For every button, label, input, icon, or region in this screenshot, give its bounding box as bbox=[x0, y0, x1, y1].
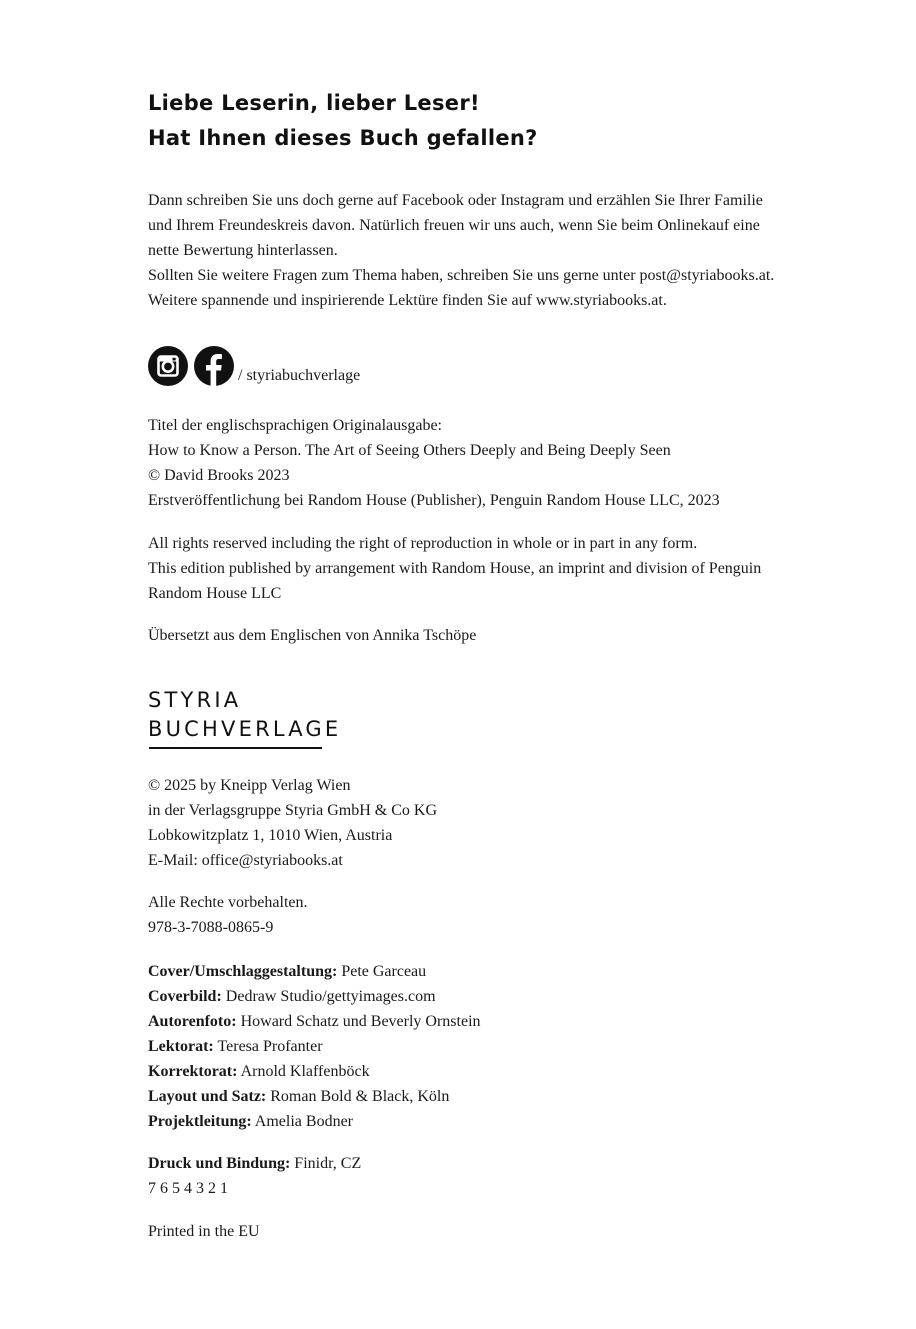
rights-notice bbox=[148, 531, 761, 606]
original-line: Erstveröffentlichung bei Random House (Publisher), Penguin Random House LLC, 2023 bbox=[148, 492, 720, 509]
credit-value: Roman Bold & Black, Köln bbox=[266, 1088, 450, 1105]
credit-row bbox=[148, 1059, 481, 1084]
original-line: How to Know a Person. The Art of Seeing Others Deeply and Being Deeply Seen bbox=[148, 442, 671, 459]
print-info bbox=[148, 1151, 361, 1201]
publisher-line: Lobkowitzplatz 1, 1010 Wien, Austria bbox=[148, 827, 393, 844]
publisher-logo bbox=[148, 686, 341, 744]
print-sequence: 7 6 5 4 3 2 1 bbox=[148, 1180, 228, 1197]
credit-row bbox=[148, 1084, 481, 1109]
intro-line: nette Bewertung hinterlassen. bbox=[148, 242, 338, 259]
publisher-address bbox=[148, 773, 437, 873]
publisher-line: © 2025 by Kneipp Verlag Wien bbox=[148, 777, 351, 794]
credit-row bbox=[148, 1009, 481, 1034]
credit-label: Coverbild: bbox=[148, 988, 222, 1005]
credit-row bbox=[148, 1109, 481, 1134]
credit-label: Projektleitung: bbox=[148, 1113, 252, 1130]
credit-row bbox=[148, 959, 481, 984]
isbn: 978-3-7088-0865-9 bbox=[148, 919, 274, 936]
rights-line: All rights reserved including the right of reproduction in whole or in part in any form. bbox=[148, 535, 698, 552]
original-line: Titel der englischsprachigen Originalausgabe: bbox=[148, 417, 442, 434]
credit-row bbox=[148, 984, 481, 1009]
translator-line: Übersetzt aus dem Englischen von Annika Tschöpe bbox=[148, 627, 477, 644]
credit-value: Amelia Bodner bbox=[251, 1113, 353, 1130]
heading-line-1: Liebe Leserin, lieber Leser! bbox=[148, 91, 480, 115]
instagram-icon bbox=[148, 346, 188, 386]
credit-label: Autorenfoto: bbox=[148, 1013, 237, 1030]
rights-line: Random House LLC bbox=[148, 585, 282, 602]
credit-value: Arnold Klaffenböck bbox=[237, 1063, 370, 1080]
intro-paragraph bbox=[148, 188, 808, 313]
printed-in-notice bbox=[148, 1219, 260, 1244]
credit-value: Dedraw Studio/gettyimages.com bbox=[221, 988, 436, 1005]
social-media-row bbox=[148, 346, 360, 386]
credit-label: Korrektorat: bbox=[148, 1063, 238, 1080]
credit-label: Layout und Satz: bbox=[148, 1088, 267, 1105]
credit-value: Pete Garceau bbox=[337, 963, 427, 980]
reader-greeting-heading bbox=[148, 86, 538, 156]
print-row bbox=[148, 1151, 361, 1176]
publisher-line: E-Mail: office@styriabooks.at bbox=[148, 852, 343, 869]
credit-label: Cover/Umschlaggestaltung: bbox=[148, 963, 338, 980]
production-credits bbox=[148, 959, 481, 1134]
logo-line-1: STYRIA bbox=[148, 688, 242, 712]
credit-value: Howard Schatz und Beverly Ornstein bbox=[236, 1013, 481, 1030]
logo-line-2: BUCHVERLAGE bbox=[148, 717, 342, 741]
credit-value: Teresa Profanter bbox=[213, 1038, 323, 1055]
rights-line: This edition published by arrangement with Random House, an imprint and division of Penguin bbox=[148, 560, 762, 577]
publisher-line: in der Verlagsgruppe Styria GmbH & Co KG bbox=[148, 802, 437, 819]
printed-line: Printed in the EU bbox=[148, 1223, 260, 1240]
original-edition-info bbox=[148, 413, 720, 513]
rights-reserved-isbn bbox=[148, 890, 308, 940]
logo-underline bbox=[149, 747, 322, 749]
credit-row bbox=[148, 1034, 481, 1059]
print-label: Druck und Bindung: bbox=[148, 1155, 291, 1172]
intro-line: Dann schreiben Sie uns doch gerne auf Facebook oder Instagram und erzählen Sie Ihrer Familie bbox=[148, 192, 763, 209]
intro-line: und Ihrem Freundeskreis davon. Natürlich freuen wir uns auch, wenn Sie beim Onlinekauf eine bbox=[148, 217, 760, 234]
credit-label: Lektorat: bbox=[148, 1038, 214, 1055]
heading-line-2: Hat Ihnen dieses Buch gefallen? bbox=[148, 126, 538, 150]
translator-credit bbox=[148, 623, 476, 648]
social-handle: / styriabuchverlage bbox=[238, 367, 361, 384]
intro-line: Weitere spannende und inspirierende Lektüre finden Sie auf www.styriabooks.at. bbox=[148, 292, 667, 309]
facebook-icon bbox=[194, 346, 234, 386]
rights-reserved-text: Alle Rechte vorbehalten. bbox=[148, 894, 308, 911]
print-value: Finidr, CZ bbox=[290, 1155, 362, 1172]
intro-line: Sollten Sie weitere Fragen zum Thema haben, schreiben Sie uns gerne unter post@styriabooks.at. bbox=[148, 267, 775, 284]
original-line: © David Brooks 2023 bbox=[148, 467, 290, 484]
